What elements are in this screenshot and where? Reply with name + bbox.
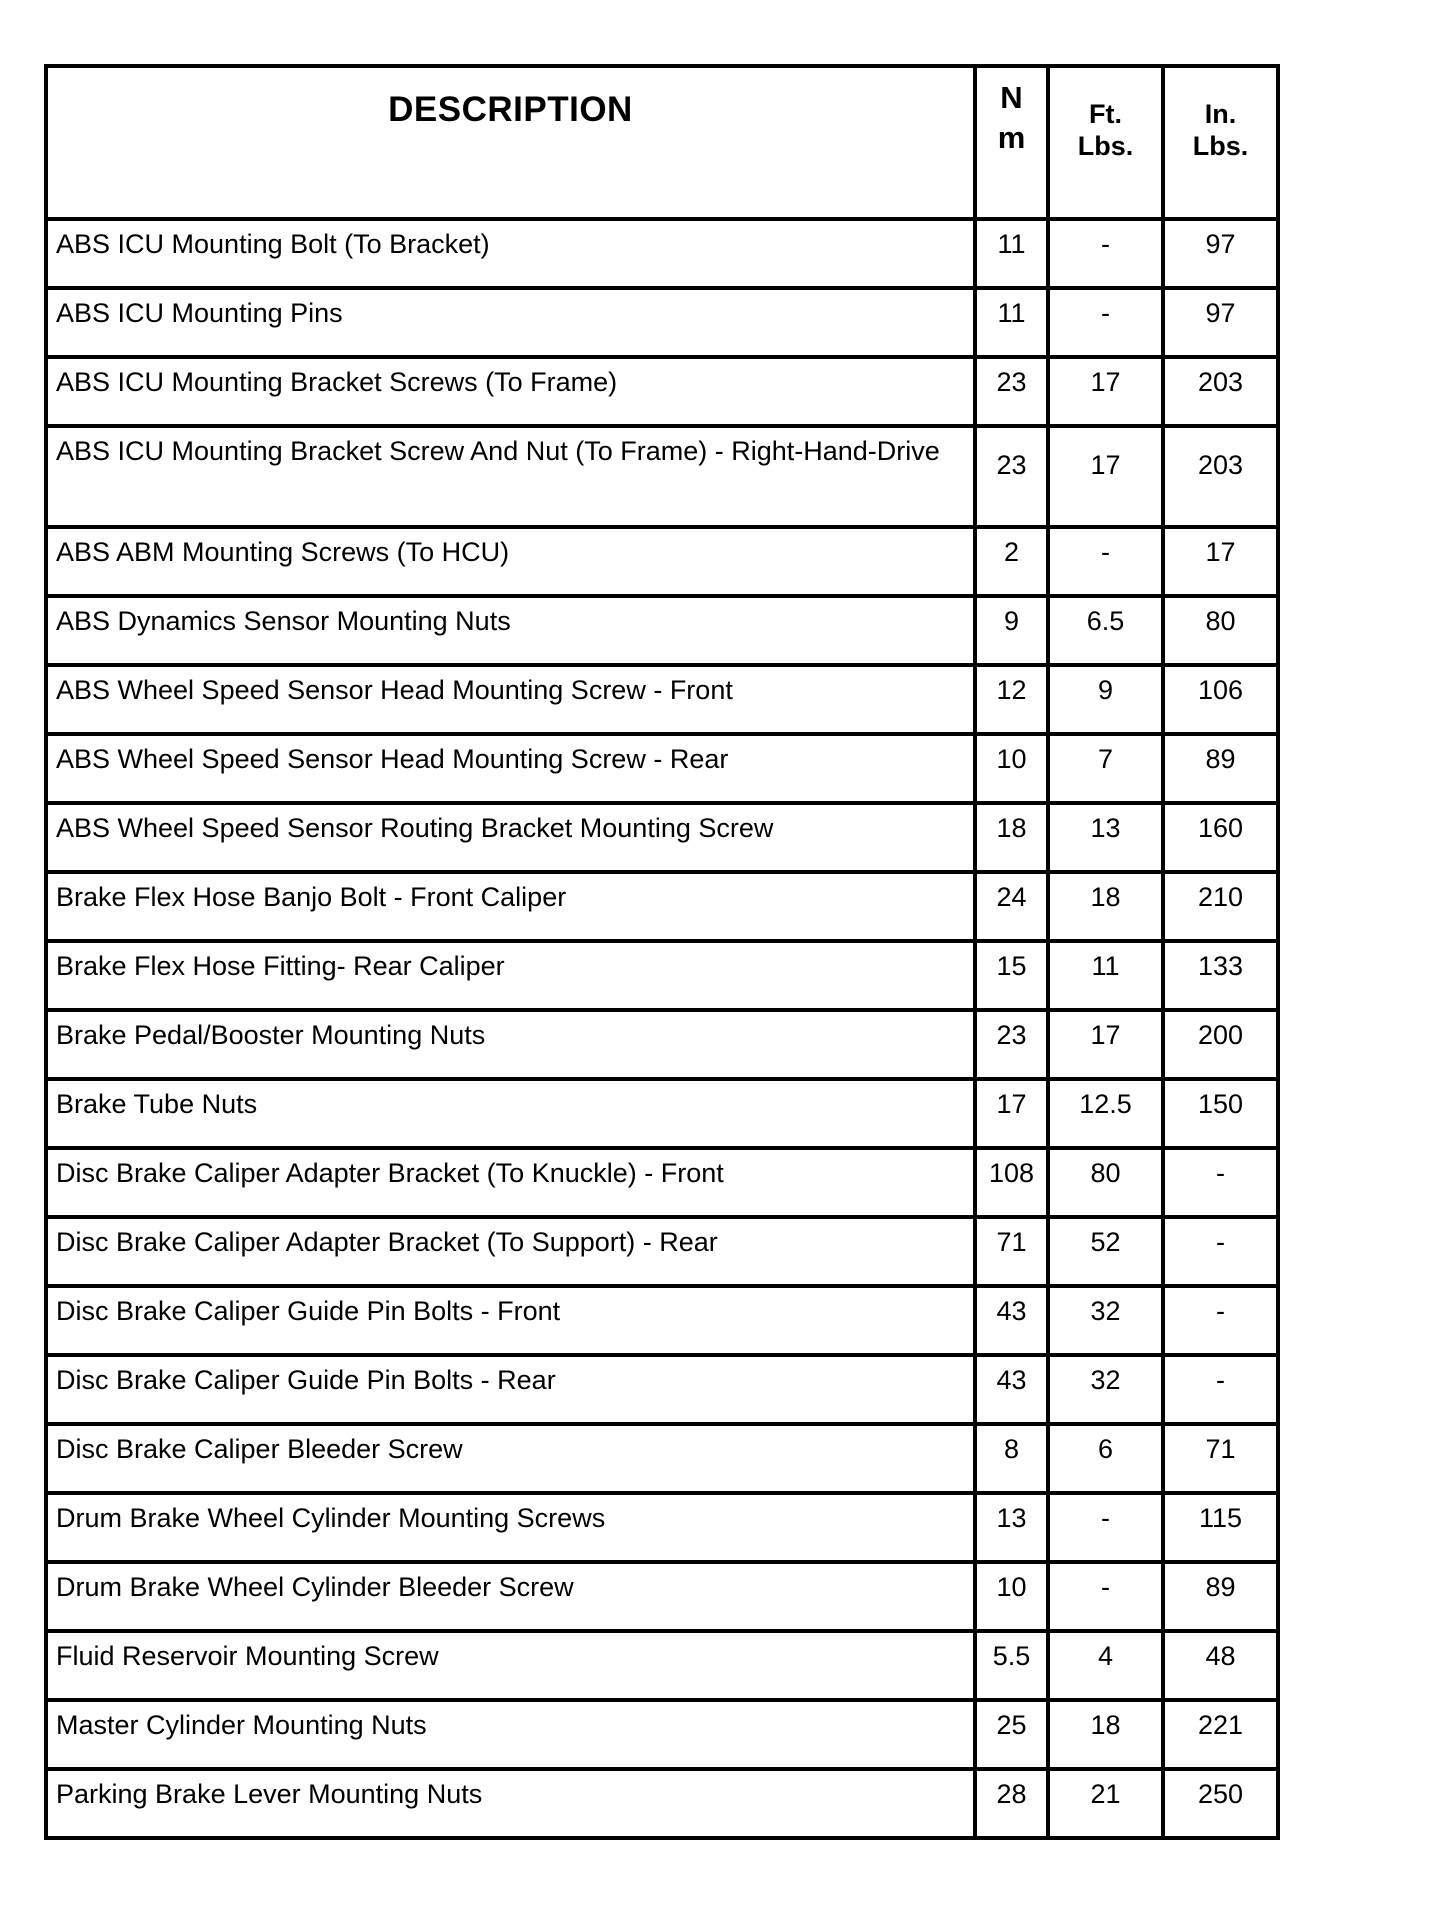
nm-cell: 23 — [975, 1010, 1048, 1079]
in-lbs-cell: 133 — [1163, 941, 1278, 1010]
description-cell: Disc Brake Caliper Guide Pin Bolts - Rear — [46, 1355, 975, 1424]
ft-lbs-cell: 11 — [1048, 941, 1163, 1010]
ft-lbs-cell: - — [1048, 1562, 1163, 1631]
ft-lbs-cell: 52 — [1048, 1217, 1163, 1286]
description-cell: ABS ICU Mounting Pins — [46, 288, 975, 357]
ft-lbs-cell: 32 — [1048, 1355, 1163, 1424]
nm-cell: 43 — [975, 1286, 1048, 1355]
in-lbs-cell: 210 — [1163, 872, 1278, 941]
ft-lbs-cell: 4 — [1048, 1631, 1163, 1700]
description-cell: Brake Flex Hose Banjo Bolt - Front Caliper — [46, 872, 975, 941]
in-lbs-cell: - — [1163, 1217, 1278, 1286]
description-cell: ABS Wheel Speed Sensor Routing Bracket Mounting Screw — [46, 803, 975, 872]
description-cell: Brake Tube Nuts — [46, 1079, 975, 1148]
description-cell: Disc Brake Caliper Adapter Bracket (To Knuckle) - Front — [46, 1148, 975, 1217]
in-lbs-header-line1: In. — [1204, 99, 1237, 129]
table-row — [46, 1286, 1278, 1355]
nm-cell: 108 — [975, 1148, 1048, 1217]
nm-cell: 10 — [975, 1562, 1048, 1631]
nm-cell: 10 — [975, 734, 1048, 803]
ft-lbs-cell: 18 — [1048, 1700, 1163, 1769]
ft-lbs-header-line2: Lbs. — [1077, 131, 1134, 161]
description-cell: ABS Wheel Speed Sensor Head Mounting Screw - Rear — [46, 734, 975, 803]
nm-cell: 5.5 — [975, 1631, 1048, 1700]
ft-lbs-header — [1048, 66, 1163, 219]
ft-lbs-cell: 6.5 — [1048, 596, 1163, 665]
description-cell: ABS ICU Mounting Bracket Screws (To Frame) — [46, 357, 975, 426]
nm-cell: 11 — [975, 288, 1048, 357]
in-lbs-cell: 160 — [1163, 803, 1278, 872]
ft-lbs-cell: - — [1048, 527, 1163, 596]
table-row — [46, 665, 1278, 734]
in-lbs-cell: 89 — [1163, 734, 1278, 803]
description-cell: Fluid Reservoir Mounting Screw — [46, 1631, 975, 1700]
nm-cell: 25 — [975, 1700, 1048, 1769]
table-row — [46, 734, 1278, 803]
ft-lbs-cell: - — [1048, 1493, 1163, 1562]
table-row — [46, 803, 1278, 872]
nm-cell: 8 — [975, 1424, 1048, 1493]
table-row — [46, 1631, 1278, 1700]
nm-cell: 12 — [975, 665, 1048, 734]
description-cell: Disc Brake Caliper Guide Pin Bolts - Front — [46, 1286, 975, 1355]
ft-lbs-cell: 7 — [1048, 734, 1163, 803]
nm-header-line1: N — [1000, 80, 1023, 115]
ft-lbs-cell: - — [1048, 219, 1163, 288]
in-lbs-cell: 250 — [1163, 1769, 1278, 1838]
description-cell: ABS Dynamics Sensor Mounting Nuts — [46, 596, 975, 665]
description-cell: Drum Brake Wheel Cylinder Bleeder Screw — [46, 1562, 975, 1631]
nm-cell: 17 — [975, 1079, 1048, 1148]
in-lbs-header — [1163, 66, 1278, 219]
in-lbs-cell: 200 — [1163, 1010, 1278, 1079]
ft-lbs-cell: 17 — [1048, 357, 1163, 426]
description-cell: Drum Brake Wheel Cylinder Mounting Screws — [46, 1493, 975, 1562]
table-row — [46, 1010, 1278, 1079]
table-row — [46, 941, 1278, 1010]
in-lbs-cell: - — [1163, 1286, 1278, 1355]
torque-spec-table — [44, 64, 1280, 1840]
description-cell: Disc Brake Caliper Bleeder Screw — [46, 1424, 975, 1493]
description-header: DESCRIPTION — [46, 66, 975, 219]
table-row — [46, 1148, 1278, 1217]
nm-cell: 13 — [975, 1493, 1048, 1562]
in-lbs-cell: 17 — [1163, 527, 1278, 596]
table-row — [46, 219, 1278, 288]
ft-lbs-cell: 6 — [1048, 1424, 1163, 1493]
ft-lbs-cell: 9 — [1048, 665, 1163, 734]
description-cell: Parking Brake Lever Mounting Nuts — [46, 1769, 975, 1838]
table-row — [46, 1769, 1278, 1838]
ft-lbs-cell: 18 — [1048, 872, 1163, 941]
in-lbs-header-line2: Lbs. — [1192, 131, 1249, 161]
description-cell: ABS ICU Mounting Bolt (To Bracket) — [46, 219, 975, 288]
ft-lbs-cell: 12.5 — [1048, 1079, 1163, 1148]
description-cell: Brake Flex Hose Fitting- Rear Caliper — [46, 941, 975, 1010]
in-lbs-cell: 71 — [1163, 1424, 1278, 1493]
nm-cell: 15 — [975, 941, 1048, 1010]
table-row — [46, 357, 1278, 426]
ft-lbs-cell: 21 — [1048, 1769, 1163, 1838]
nm-cell: 18 — [975, 803, 1048, 872]
table-row — [46, 288, 1278, 357]
nm-cell: 11 — [975, 219, 1048, 288]
description-cell: ABS Wheel Speed Sensor Head Mounting Screw - Front — [46, 665, 975, 734]
ft-lbs-cell: 17 — [1048, 1010, 1163, 1079]
nm-cell: 9 — [975, 596, 1048, 665]
description-cell: ABS ABM Mounting Screws (To HCU) — [46, 527, 975, 596]
ft-lbs-header-line1: Ft. — [1089, 99, 1122, 129]
nm-header-line2: m — [997, 120, 1026, 155]
description-cell: Brake Pedal/Booster Mounting Nuts — [46, 1010, 975, 1079]
in-lbs-cell: - — [1163, 1148, 1278, 1217]
table-row — [46, 1355, 1278, 1424]
header-row — [46, 66, 1278, 219]
table-row — [46, 1700, 1278, 1769]
table-row — [46, 1217, 1278, 1286]
ft-lbs-cell: 32 — [1048, 1286, 1163, 1355]
description-cell: Master Cylinder Mounting Nuts — [46, 1700, 975, 1769]
ft-lbs-cell: 13 — [1048, 803, 1163, 872]
in-lbs-cell: 115 — [1163, 1493, 1278, 1562]
nm-cell: 23 — [975, 357, 1048, 426]
nm-cell: 2 — [975, 527, 1048, 596]
table-row — [46, 1493, 1278, 1562]
in-lbs-cell: 203 — [1163, 426, 1278, 527]
ft-lbs-cell: 80 — [1048, 1148, 1163, 1217]
table-row — [46, 527, 1278, 596]
in-lbs-cell: 80 — [1163, 596, 1278, 665]
nm-cell: 28 — [975, 1769, 1048, 1838]
nm-cell: 71 — [975, 1217, 1048, 1286]
in-lbs-cell: 89 — [1163, 1562, 1278, 1631]
description-cell: Disc Brake Caliper Adapter Bracket (To Support) - Rear — [46, 1217, 975, 1286]
description-cell: ABS ICU Mounting Bracket Screw And Nut (To Frame) - Right-Hand-Drive — [46, 426, 975, 527]
in-lbs-cell: - — [1163, 1355, 1278, 1424]
ft-lbs-cell: - — [1048, 288, 1163, 357]
ft-lbs-cell: 17 — [1048, 426, 1163, 527]
in-lbs-cell: 203 — [1163, 357, 1278, 426]
in-lbs-cell: 48 — [1163, 1631, 1278, 1700]
table-row — [46, 1424, 1278, 1493]
in-lbs-cell: 97 — [1163, 288, 1278, 357]
nm-cell: 23 — [975, 426, 1048, 527]
in-lbs-cell: 97 — [1163, 219, 1278, 288]
nm-cell: 43 — [975, 1355, 1048, 1424]
table-row — [46, 596, 1278, 665]
table-row — [46, 426, 1278, 527]
nm-header — [975, 66, 1048, 219]
in-lbs-cell: 106 — [1163, 665, 1278, 734]
table-row — [46, 1079, 1278, 1148]
table-row — [46, 1562, 1278, 1631]
in-lbs-cell: 221 — [1163, 1700, 1278, 1769]
in-lbs-cell: 150 — [1163, 1079, 1278, 1148]
nm-cell: 24 — [975, 872, 1048, 941]
table-row — [46, 872, 1278, 941]
